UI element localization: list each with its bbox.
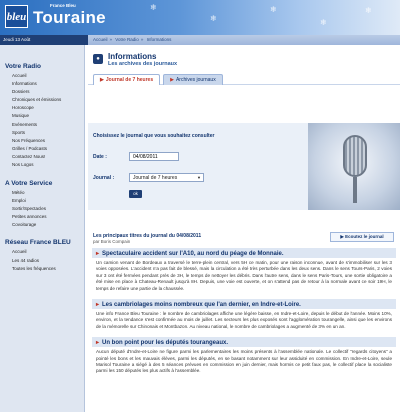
snowflake-icon: ❄ xyxy=(365,6,372,15)
sidebar-item[interactable]: Evénements xyxy=(12,121,38,127)
sidebar-item[interactable]: Contactez Nous! xyxy=(12,153,46,159)
main-content xyxy=(88,35,400,412)
snowflake-icon: ❄ xyxy=(210,14,217,23)
sidebar-item[interactable]: Emploi xyxy=(12,197,26,203)
sidebar-item[interactable]: Grilles / Podcasts xyxy=(12,145,48,151)
breadcrumb-item[interactable]: Informations xyxy=(146,37,172,42)
journal-label: Journal : xyxy=(93,175,115,181)
sidebar-item[interactable]: Les 44 radios xyxy=(12,257,40,263)
page-title: Informations xyxy=(108,52,157,61)
sidebar-item[interactable]: Accueil xyxy=(12,73,27,78)
microphone-image xyxy=(308,123,400,210)
sidebar-item[interactable]: Petites annonces xyxy=(12,213,47,219)
sidebar-item[interactable]: Météo xyxy=(12,189,25,195)
chevron-down-icon: ▼ xyxy=(197,175,201,180)
france-bleu-logo[interactable]: bleu xyxy=(5,5,28,28)
play-icon: ▶ xyxy=(340,234,346,239)
microphone-icon: ● xyxy=(93,54,103,64)
story xyxy=(92,248,396,299)
story-headline: ▸ Les cambriolages moins nombreux que l'an dernier, en Indre-et-Loire. xyxy=(92,299,396,309)
sidebar-item[interactable]: Toutes les fréquences xyxy=(12,265,56,271)
sidebar-section-title: Votre Radio xyxy=(5,63,41,70)
story xyxy=(92,337,396,382)
breadcrumb-item[interactable]: Votre Radio xyxy=(115,37,139,42)
station-name: Touraine xyxy=(33,8,106,27)
snowflake-icon: ❄ xyxy=(320,18,327,27)
breadcrumb: Accueil » Votre Radio » Informations xyxy=(88,35,400,45)
journal-title: Les principaux titres du journal du 04/08/2011 xyxy=(93,233,202,239)
sidebar-item[interactable]: Musique xyxy=(12,113,30,119)
story-body: Aucun député d'Indre-et-Loire ne figure parmi les parlementaires les moins présents à l'assemblée nationale. Le collectif "regards citoyens" a pointé les bons et les mauvais élèves, parmi les députés, en se basant notamment sur leur assiduité en commission. En Indre-et-Loire, seule Marisol Touraine a siégé à des 5 séances prévues en commission en juin dernier, mais hormis ce petit faux pas, le collectif place la socialiste parmi les 150 députés les plus actifs à l'assemblée. xyxy=(96,349,392,374)
story xyxy=(92,299,396,337)
listen-button[interactable]: ▶ Ecoutez le journal xyxy=(330,232,394,242)
date-label: Date : xyxy=(93,154,107,160)
sidebar-item[interactable]: Sortir/Spectacles xyxy=(12,205,47,211)
sidebar-item[interactable]: Dossiers xyxy=(12,89,30,95)
story-headline: ▸ Spectaculaire accident sur l'A10, au nord du péage de Monnaie. xyxy=(92,248,396,258)
ok-button[interactable]: ok xyxy=(129,190,142,198)
story-body: Une info France Bleu Touraine : le nombre de cambriolages affiche une légère baisse, en Indre-et-Loire, depuis le début de l'année. Moins 10%, environ, et la tendance s'est confirmée au mois de juillet. Les secteurs les plus exposés sont l'agglomération tourangelle, ainsi que les environs de la mémorelle sur Chinonais et Montbazon. Au niveau national, le nombre de cambriolages a augmenté de 3% en un an. xyxy=(96,311,392,329)
sidebar-section-title: A Votre Service xyxy=(5,179,53,187)
tab-journal-7h[interactable]: ▶ Journal de 7 heures xyxy=(93,74,160,85)
sidebar-item[interactable]: Covoiturage xyxy=(12,221,37,227)
journal-author: par Boris Compain xyxy=(93,239,131,244)
microphone-stand xyxy=(353,177,357,203)
sidebar-item[interactable]: Nos Logos xyxy=(12,162,34,168)
sidebar-item[interactable]: Informations xyxy=(12,81,37,87)
story-headline: ▸ Un bon point pour les députés tourangeaux. xyxy=(92,337,396,347)
arrow-right-icon: ▶ xyxy=(100,77,104,83)
form-prompt: Choisissez le journal que vous souhaitez consulter xyxy=(93,133,215,139)
sidebar-item[interactable]: Sports xyxy=(12,129,26,135)
snowflake-icon: ❄ xyxy=(270,5,277,14)
sidebar-item[interactable]: Chroniques et émissions xyxy=(12,97,62,103)
journal-select[interactable]: Journal de 7 heures ▼ xyxy=(129,173,204,182)
sidebar-item[interactable]: Nos Fréquences xyxy=(12,137,46,143)
breadcrumb-item[interactable]: Accueil xyxy=(93,37,108,42)
journal-content xyxy=(88,228,400,382)
bullet-icon: ▸ xyxy=(96,340,100,347)
page-header xyxy=(88,45,400,85)
story-body: Un camion venant de Bordeaux a traversé le terre-plein central, vers 5H ce matin, pour une raison inconnue, avant de s'immobiliser sur les 3 voies opposées. L'accident n'a pas fait de blessé, mais la circulation a été très perturbée dans les deux sens. Dans le sens Tours-Paris, 2 voies sur 3 ont été fermées pendant près de 3H, le temps de nettoyer les débris. Dans l'autre sens, dans le sens Paris-Tours, une sortie obligatoire a été mise en place à Chateau-Renault jusqu'à 8H. Depuis, une voie est ouverte, et on s'attend pas de retour à la normale avant ce soir 19H, le temps de refaire une partie de la chaussée. xyxy=(96,260,392,291)
page-subtitle: Les archives des journaux xyxy=(108,61,178,67)
bullet-icon: ▸ xyxy=(96,251,100,257)
tab-archives[interactable]: ▶ Archives journaux xyxy=(163,74,223,85)
sidebar-item[interactable]: Accueil xyxy=(12,249,27,255)
sidebar xyxy=(0,45,85,412)
archive-form xyxy=(88,123,400,210)
snowflake-icon: ❄ xyxy=(150,3,157,12)
bullet-icon: ▸ xyxy=(96,302,100,309)
sidebar-section-title: Réseau France BLEU xyxy=(5,239,71,247)
arrow-right-icon: ▶ xyxy=(170,77,174,83)
date-field[interactable] xyxy=(129,152,179,161)
microphone-head xyxy=(343,135,367,177)
site-header xyxy=(0,0,400,35)
date-bar: Jeudi 13 Août xyxy=(0,35,400,45)
sidebar-item[interactable]: Horoscope xyxy=(12,105,34,111)
network-name: France Bleu xyxy=(50,3,76,8)
